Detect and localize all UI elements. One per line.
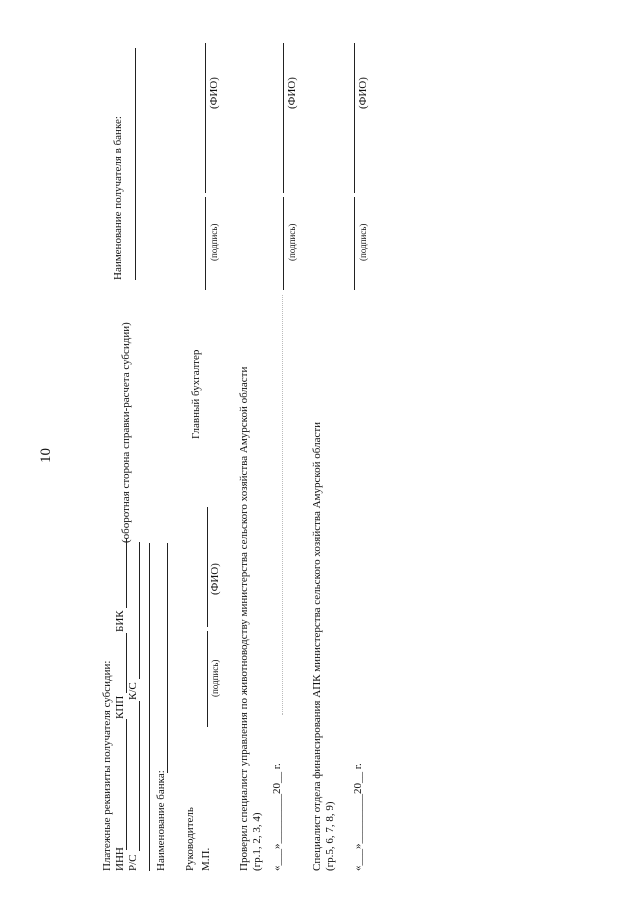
- head-signature-line: [207, 631, 208, 727]
- payment-details-title: Платежные реквизиты получателя субсидии:: [101, 660, 113, 871]
- finance-groups: (гр.5, 6, 7, 8, 9): [324, 801, 336, 871]
- right-signature-line-2: [283, 197, 284, 290]
- finance-date: «___»_________20__ г.: [352, 763, 364, 871]
- checked-date: «___»_________20__ г.: [271, 763, 283, 871]
- right-signature-caption-2: (подпись): [287, 223, 297, 261]
- bik-label: БИК: [114, 610, 126, 632]
- recipient-bank-line-1: [135, 48, 136, 280]
- ks-label: К/С: [127, 682, 139, 700]
- right-fio-line-2: [283, 43, 284, 193]
- chief-accountant-label: Главный бухгалтер: [190, 349, 202, 439]
- inn-field-line: [126, 719, 127, 850]
- right-signature-caption-3: (подпись): [358, 223, 368, 261]
- head-label: Руководитель: [184, 807, 196, 871]
- rs-field-line: [139, 701, 140, 851]
- right-signature-caption-1: (подпись): [209, 223, 219, 261]
- right-signature-line-1: [205, 197, 206, 290]
- checked-dotted-line: [282, 295, 283, 715]
- bik-field-line: [126, 538, 127, 608]
- inn-label: ИНН: [114, 847, 126, 871]
- head-fio-line: [207, 507, 208, 627]
- head-fio-caption: (ФИО): [209, 563, 221, 595]
- checked-groups: (гр.1, 2, 3, 4): [251, 812, 263, 871]
- bank-name-label: Наименование банка:: [155, 770, 167, 871]
- right-fio-line-1: [205, 43, 206, 193]
- right-fio-caption-2: (ФИО): [286, 77, 298, 109]
- right-fio-line-3: [354, 43, 355, 193]
- recipient-bank-label: Наименование получателя в банке:: [112, 116, 124, 280]
- kpp-label: КПП: [114, 695, 126, 719]
- head-signature-caption: (подпись): [210, 659, 220, 697]
- ks-field-line: [139, 542, 140, 679]
- right-signature-line-3: [354, 197, 355, 290]
- right-fio-caption-3: (ФИО): [357, 77, 369, 109]
- form-subtitle: (оборотная сторона справки-расчета субсидии): [120, 322, 132, 543]
- bank-name-field-line: [167, 543, 168, 773]
- checked-specialist-line: Проверил специалист управления по животноводству министерства сельского хозяйства Амурской области: [238, 366, 250, 871]
- mp-label: М.П.: [200, 847, 212, 871]
- page-number: 10: [38, 448, 54, 463]
- blank-line: [149, 543, 150, 871]
- finance-specialist-line: Специалист отдела финансирования АПК министерства сельского хозяйства Амурской области: [311, 421, 323, 871]
- rs-label: Р/С: [127, 854, 139, 871]
- right-fio-caption-1: (ФИО): [208, 77, 220, 109]
